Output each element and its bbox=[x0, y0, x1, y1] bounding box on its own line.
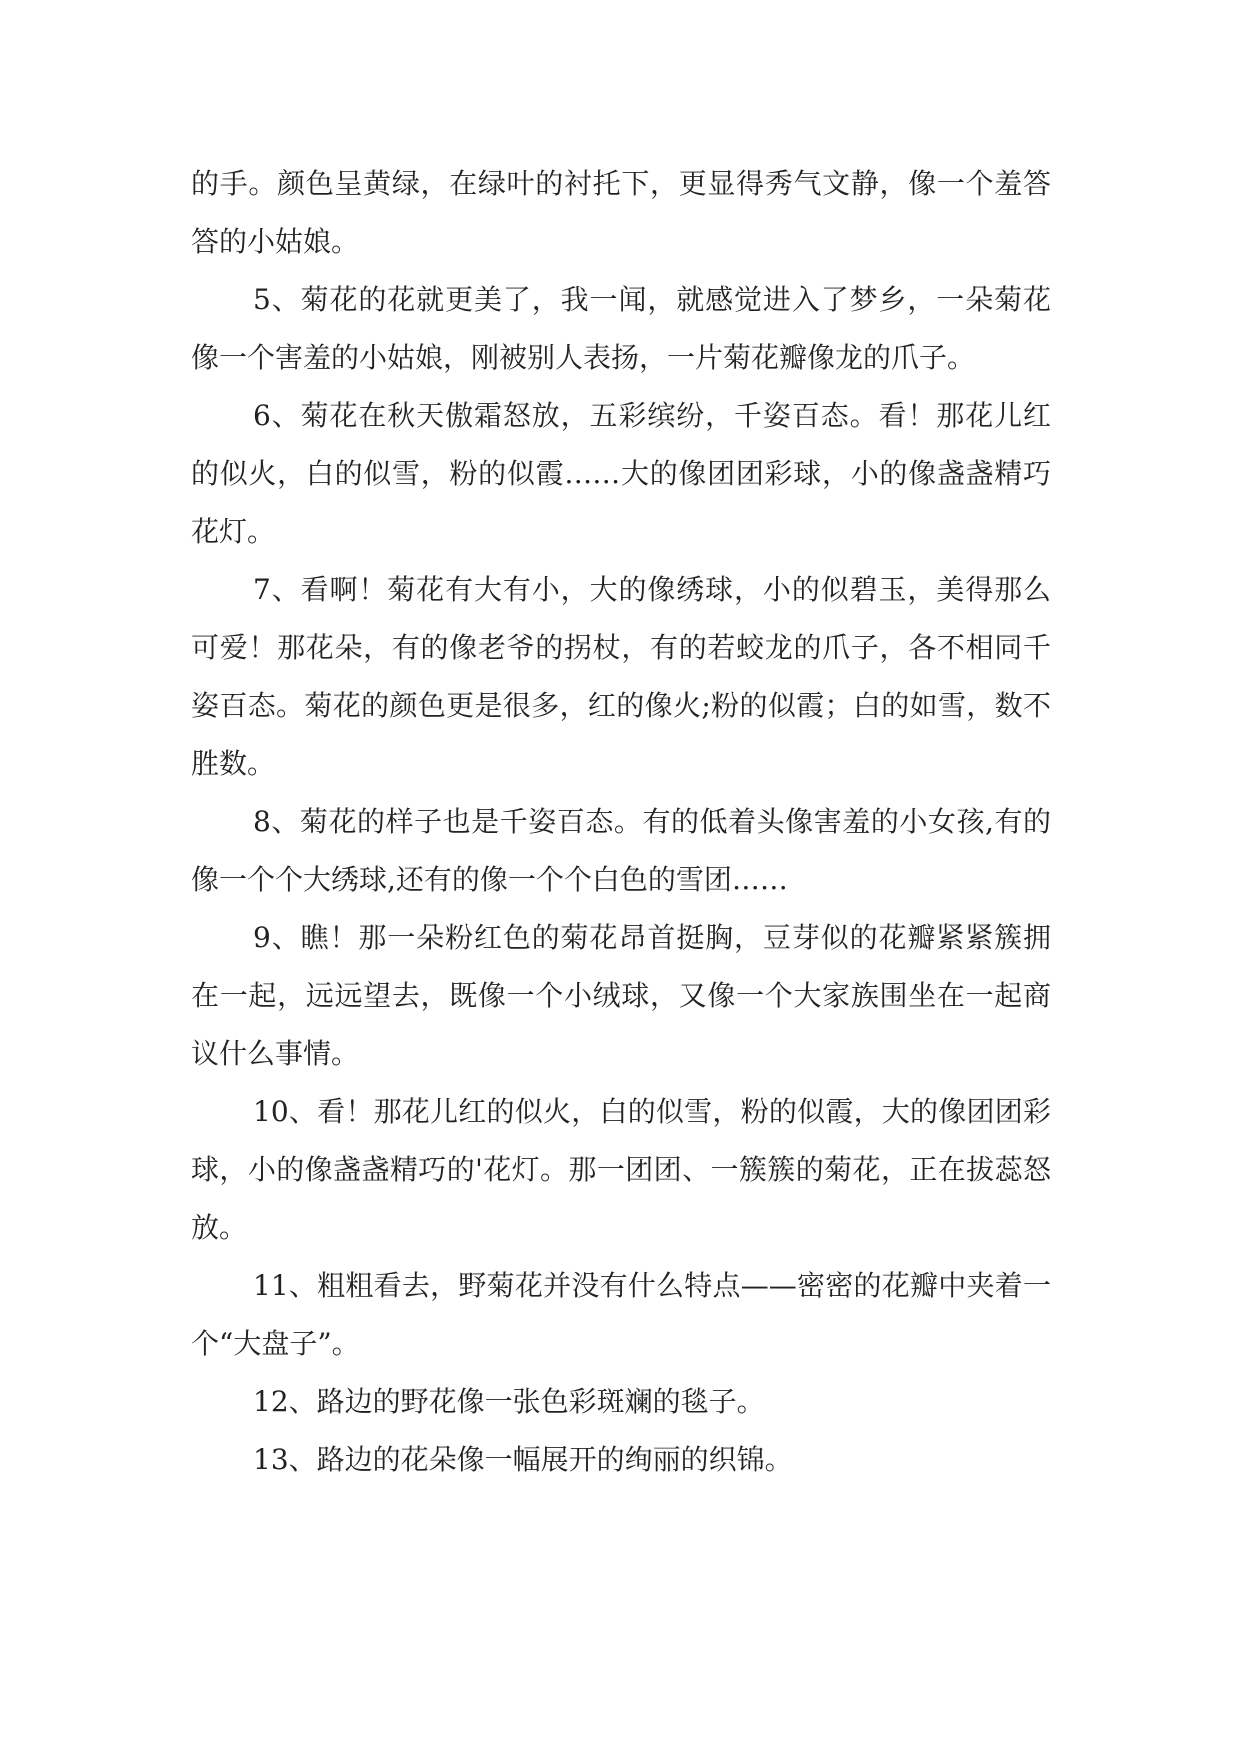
paragraph-item-11: 11、粗粗看去，野菊花并没有什么特点——密密的花瓣中夹着一个“大盘子”。 bbox=[191, 1269, 1051, 1360]
paragraph-item-9: 9、瞧！那一朵粉红色的菊花昂首挺胸，豆芽似的花瓣紧紧簇拥在一起，远远望去，既像一个小绒球，又像一个大家族围坐在一起商议什么事情。 bbox=[191, 921, 1051, 1070]
paragraph-item-5: 5、菊花的花就更美了，我一闻，就感觉进入了梦乡，一朵菊花像一个害羞的小姑娘，刚被别人表扬，一片菊花瓣像龙的爪子。 bbox=[191, 283, 1051, 374]
paragraph-item-13: 13、路边的花朵像一幅展开的绚丽的织锦。 bbox=[253, 1443, 793, 1476]
paragraph-continuation: 的手。颜色呈黄绿，在绿叶的衬托下，更显得秀气文静，像一个羞答答的小姑娘。 bbox=[191, 167, 1051, 258]
paragraph-item-6: 6、菊花在秋天傲霜怒放，五彩缤纷，千姿百态。看！那花儿红的似火，白的似雪，粉的似霞……大的像团团彩球，小的像盏盏精巧花灯。 bbox=[191, 399, 1051, 548]
paragraph-item-10: 10、看！那花儿红的似火，白的似雪，粉的似霞，大的像团团彩球，小的像盏盏精巧的'花灯。那一团团、一簇簇的菊花，正在拔蕊怒放。 bbox=[191, 1095, 1051, 1244]
paragraph-item-8: 8、菊花的样子也是千姿百态。有的低着头像害羞的小女孩,有的像一个个大绣球,还有的像一个个白色的雪团…… bbox=[191, 805, 1051, 896]
document-body bbox=[191, 155, 1051, 1489]
paragraph-item-12: 12、路边的野花像一张色彩斑斓的毯子。 bbox=[253, 1385, 765, 1418]
paragraph-item-7: 7、看啊！菊花有大有小，大的像绣球，小的似碧玉，美得那么可爱！那花朵，有的像老爷的拐杖，有的若蛟龙的爪子，各不相同千姿百态。菊花的颜色更是很多，红的像火;粉的似霞；白的如雪，数不胜数。 bbox=[191, 573, 1051, 780]
